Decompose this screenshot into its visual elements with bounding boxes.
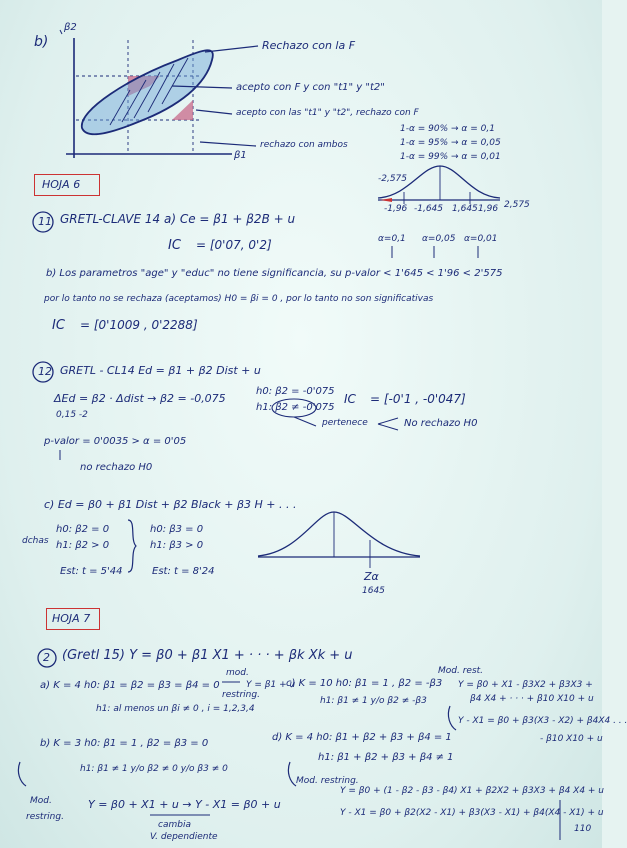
alpha-3: α=0,01 <box>464 234 498 244</box>
alpha-2: α=0,05 <box>422 234 456 244</box>
h7-a-result: Y = β1 + u <box>246 680 296 690</box>
p12-h1: h1: β2 ≠ -0'075 <box>256 402 335 413</box>
h7-a-mod: mod. <box>226 668 249 678</box>
hoja6-title: HOJA 6 <box>42 178 81 191</box>
h7-c-r2: β4 X4 + · · · + β10 X10 + u <box>470 694 594 704</box>
p11-ic-value: = [0'07, 0'2] <box>196 238 272 252</box>
p12-est-1: Est: t = 5'44 <box>60 566 123 577</box>
p12-pertenece: pertenece <box>322 418 368 428</box>
alpha-1: α=0,1 <box>378 234 406 244</box>
h7-a-h1: h1: al menos un βi ≠ 0 , i = 1,2,3,4 <box>96 704 255 714</box>
level-99: 1-α = 99% → α = 0,01 <box>400 152 501 162</box>
bell-left-value: -2,575 <box>378 174 408 184</box>
p11-ic-label: IC <box>168 238 181 253</box>
annotation-acepto-t: acepto con las "t1" y "t2", rechazo con F <box>236 108 419 118</box>
h7-c-r4: - β10 X10 + u <box>540 734 603 744</box>
p12-c-line: c) Ed = β0 + β1 Dist + β2 Black + β3 H + . . . <box>44 498 297 511</box>
annotation-acepto-ambos: acepto con F y con "t1" y "t2" <box>236 82 385 93</box>
p12-no-rechazo-2: no rechazo H0 <box>80 462 153 473</box>
h7-b-vdep: V. dependiente <box>150 832 218 842</box>
h7-c-line: c) K = 10 h0: β1 = 1 , β2 = -β3 <box>286 678 443 689</box>
p12-ic-value: = [-0'1 , -0'047] <box>370 392 466 406</box>
level-90: 1-α = 90% → α = 0,1 <box>400 124 495 134</box>
h7-d-r1: Y = β0 + (1 - β2 - β3 - β4) X1 + β2X2 + β3X3 + β4 X4 + u <box>340 786 605 796</box>
h7-a-line: a) K = 4 h0: β1 = β2 = β3 = β4 = 0 <box>40 680 220 691</box>
h7-d-line: d) K = 4 h0: β1 + β2 + β3 + β4 = 1 <box>272 732 452 743</box>
h7-b-mod: Mod. <box>30 796 52 806</box>
annotation-rechazo-f: Rechazo con la F <box>262 39 356 52</box>
p12-z-value: 1645 <box>362 586 385 596</box>
bell-curve-middle <box>258 512 420 556</box>
p12-h1-b: h1: β2 > 0 <box>56 540 110 551</box>
p12-z-alpha: Zα <box>364 570 379 583</box>
p12-delta: ΔEd = β2 · Δdist → β2 = -0,075 <box>54 392 226 405</box>
h7-d-h1: h1: β1 + β2 + β3 + β4 ≠ 1 <box>318 752 454 763</box>
p12-h1-c: h1: β3 > 0 <box>150 540 204 551</box>
x-axis-label: β1 <box>234 150 247 161</box>
p11-b-line1: b) Los parametros "age" y "educ" no tiene significancia, su p-valor < 1'645 < 1'96 < 2'575 <box>46 268 503 279</box>
annotation-rechazo-ambos: rechazo con ambos <box>260 140 348 150</box>
tick-3: 1,645 <box>452 204 478 214</box>
h7-b-cambia: cambia <box>158 820 191 830</box>
tick-5: 2,575 <box>504 200 530 210</box>
hoja7-heading: (Gretl 15) Y = β0 + β1 X1 + · · · + βk Xk + u <box>62 648 353 663</box>
h7-b-line: b) K = 3 h0: β1 = 1 , β2 = β3 = 0 <box>40 738 209 749</box>
p12-pvalor: p-valor = 0'0035 > α = 0'05 <box>44 436 187 447</box>
h7-b-result: Y = β0 + X1 + u → Y - X1 = β0 + u <box>88 798 281 811</box>
p12-subs: 0,15 -2 <box>56 410 88 420</box>
p12-h0: h0: β2 = -0'075 <box>256 386 335 397</box>
hoja7-title: HOJA 7 <box>52 612 91 625</box>
p12-est-2: Est: t = 8'24 <box>152 566 215 577</box>
p12-number: 12 <box>38 365 52 378</box>
tick-4: 1,96 <box>478 204 499 214</box>
p11-heading: GRETL-CLAVE 14 a) Ce = β1 + β2B + u <box>60 212 296 226</box>
p11-ic2-label: IC <box>52 318 65 333</box>
y-axis-label: β2 <box>64 22 77 33</box>
h7-a-rest: restring. <box>222 690 260 700</box>
confidence-ellipse <box>82 50 213 134</box>
p12-h0-b: h0: β2 = 0 <box>56 524 110 535</box>
h7-d-mod: Mod. restring. <box>296 776 359 786</box>
h7-c-h1: h1: β1 ≠ 1 y/o β2 ≠ -β3 <box>320 696 427 706</box>
tick-1: -1,96 <box>384 204 408 214</box>
hoja7-number: 2 <box>43 651 50 664</box>
h7-d-r2: Y - X1 = β0 + β2(X2 - X1) + β3(X3 - X1) + β4(X4 - X1) + u <box>340 808 604 818</box>
p11-number: 11 <box>38 215 52 228</box>
p12-no-rechazo: No rechazo H0 <box>404 418 478 429</box>
tick-2: -1,645 <box>414 204 444 214</box>
p12-dchas: dchas <box>22 536 49 546</box>
h7-c-r3: Y - X1 = β0 + β3(X3 - X2) + β4X4 . . . <box>458 716 627 726</box>
p11-ic2-value: = [0'1009 , 0'2288] <box>80 318 198 332</box>
h7-b-h1: h1: β1 ≠ 1 y/o β2 ≠ 0 y/o β3 ≠ 0 <box>80 764 228 774</box>
page-number: 110 <box>574 824 592 834</box>
h7-b-rest: restring. <box>26 812 64 822</box>
h7-c-mod: Mod. rest. <box>438 666 484 676</box>
level-95: 1-α = 95% → α = 0,05 <box>400 138 501 148</box>
h7-c-r1: Y = β0 + X1 - β3X2 + β3X3 + <box>458 680 593 690</box>
p11-b-line2: por lo tanto no se rechaza (aceptamos) H0 = βi = 0 , por lo tanto no son significativas <box>44 294 434 304</box>
p12-heading: GRETL - CL14 Ed = β1 + β2 Dist + u <box>60 364 261 377</box>
p12-h0-c: h0: β3 = 0 <box>150 524 204 535</box>
p12-ic-label: IC <box>344 392 356 406</box>
graph-part-label: b) <box>34 34 49 50</box>
